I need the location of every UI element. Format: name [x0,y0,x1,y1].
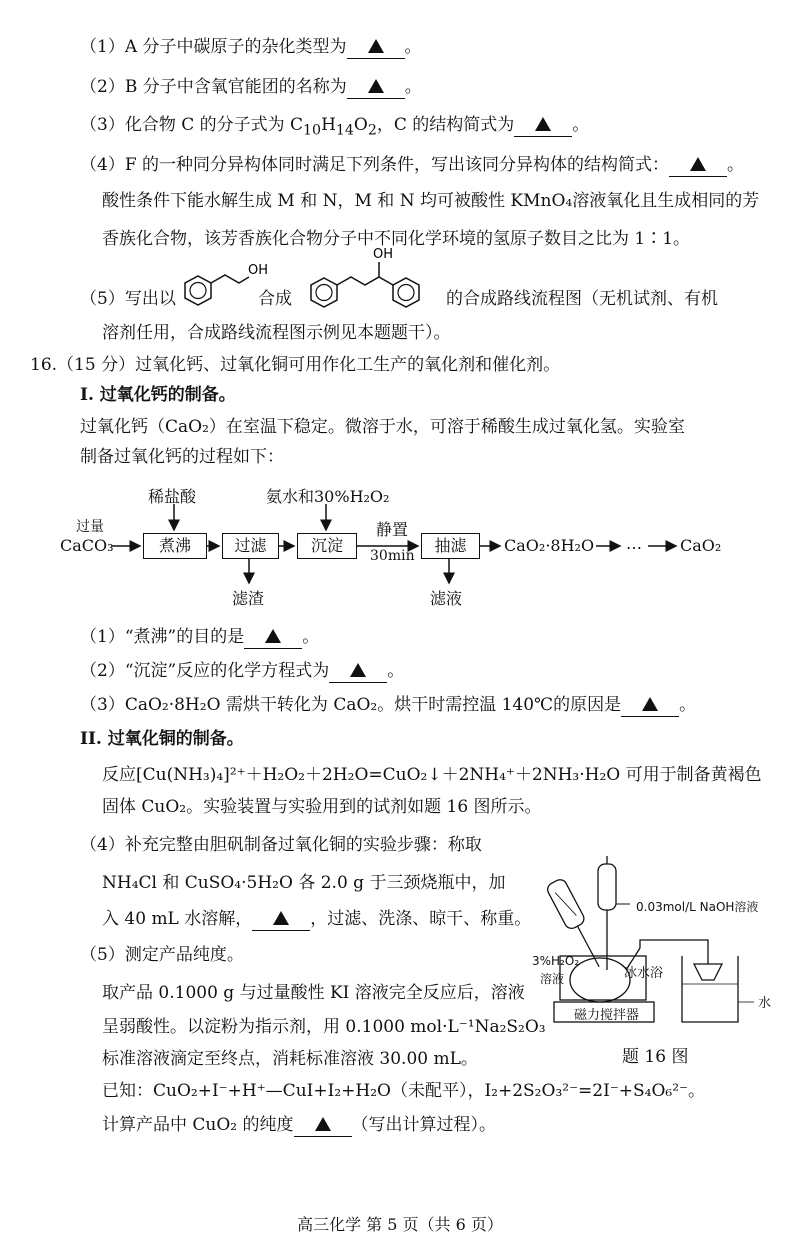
part2-title: II. 过氧化铜的制备。 [80,729,244,749]
reagent-ammonia-h2o2: 氨水和30%H₂O₂ [266,487,390,506]
condition-time: 30min [370,548,415,564]
q16-header: 16.（15 分）过氧化钙、过氧化铜可用作化工生产的氧化剂和催化剂。 [30,355,561,375]
step-boiling: 煮沸 [143,533,207,559]
q15-3: （3）化合物 C 的分子式为 $C_{10}H_{14}O_2$，C 的结构简式为 。 [80,115,590,139]
water-label: 水 [758,996,772,1011]
q16-4-line2: NH₄Cl 和 CuSO₄·5H₂O 各 2.0 g 于三颈烧瓶中，加 [102,873,506,893]
waste-residue: 滤渣 [232,589,265,608]
q15-5-line2: 溶剂任用，合成路线流程图示例见本题题干）。 [102,323,451,343]
page-footer: 高三化学 第 5 页（共 6 页） [297,1215,503,1234]
triangle-icon [350,663,366,677]
q15-1: （1）A 分子中碳原子的杂化类型为 。 [80,37,422,57]
condition-standing: 静置 [376,520,409,539]
ice-bath-label: 冰水浴 [624,966,664,981]
q16-5-calc: 计算产品中 CuO₂ 的纯度 （写出计算过程）。 [102,1115,497,1135]
q16-4-line3: 入 40 mL 水溶解， ，过滤、洗涤、晾干、称重。 [102,909,532,929]
triangle-icon [273,911,289,925]
part1-intro-2: 制备过氧化钙的过程如下： [80,447,284,467]
part2-reaction-1: 反应[Cu(NH₃)₄]²⁺＋H₂O₂＋2H₂O=CuO₂↓＋2NH₄⁺＋2NH₃·H₂O 可用于制备黄褐色 [102,765,762,785]
q16-5-line2: 呈弱酸性。以淀粉为指示剂，用 0.1000 mol·L⁻¹Na₂S₂O₃ [102,1017,546,1037]
stirrer-label: 磁力搅拌器 [574,1008,640,1023]
answer-blank[interactable] [252,908,310,931]
part1-intro-1: 过氧化钙（CaO₂）在室温下稳定。微溶于水，可溶于稀酸生成过氧化氢。实验室 [80,417,685,437]
part2-reaction-2: 固体 CuO₂。实验装置与实验用到的试剂如题 16 图所示。 [102,797,542,817]
triangle-icon [265,629,281,643]
figure-caption: 题 16 图 [622,1047,689,1067]
answer-blank[interactable] [329,660,387,683]
hydroxyl-label: OH [373,247,394,262]
q16-5-title: （5）测定产品纯度。 [80,945,244,965]
q16-1: （1）“煮沸”的目的是 。 [80,627,320,647]
excess-label: 过量 [76,519,104,535]
q16-2: （2）“沉淀”反应的化学方程式为 。 [80,661,405,681]
q15-4: （4）F 的一种同分异构体同时满足下列条件，写出该同分异构体的结构简式： 。 [80,155,745,175]
h2o2-label-2: 溶液 [540,972,565,986]
q15-2: （2）B 分子中含氧官能团的名称为 。 [80,77,422,97]
product-cao2: CaO₂ [680,536,722,555]
q15-5-pre: （5）写出以 [80,289,176,309]
answer-blank[interactable] [294,1114,352,1137]
start-material: CaCO₃ [60,536,114,555]
step-filtration: 过滤 [222,533,279,559]
triangle-icon [315,1117,331,1131]
triangle-icon [642,697,658,711]
reagent-hcl: 稀盐酸 [148,487,197,506]
waste-filtrate: 滤液 [430,589,463,608]
answer-blank[interactable] [621,694,679,717]
step-suction-filtration: 抽滤 [421,533,480,559]
product-octahydrate: CaO₂·8H₂O [504,536,595,555]
ellipsis: … [626,534,642,553]
step-precipitation: 沉淀 [297,533,357,559]
q15-5-post: 的合成路线流程图（无机试剂、有机 [446,289,718,309]
q15-4-condition-1: 酸性条件下能水解生成 M 和 N，M 和 N 均可被酸性 KMnO₄溶液氧化且生成相同的芳 [102,191,760,211]
naoh-label: 0.03mol/L NaOH溶液 [636,900,759,914]
q15-5-mid: 合成 [258,289,292,309]
q16-5-known: 已知：CuO₂+I⁻+H⁺—CuI+I₂+H₂O（未配平），I₂+2S₂O₃²⁻=2I⁻+S₄O₆²⁻。 [102,1081,706,1101]
h2o2-label-1: 3%H₂O₂ [532,954,580,968]
q16-3: （3）CaO₂·8H₂O 需烘干转化为 CaO₂。烘干时需控温 140℃的原因是 。 [80,695,697,715]
part1-title: I. 过氧化钙的制备。 [80,385,236,405]
apparatus-figure [530,852,790,1052]
hydroxyl-label: OH [248,263,269,278]
flow-arrows [0,0,800,620]
answer-blank[interactable] [244,626,302,649]
q16-5-line1: 取产品 0.1000 g 与过量酸性 KI 溶液完全反应后，溶液 [102,983,525,1003]
q15-4-condition-2: 香族化合物，该芳香族化合物分子中不同化学环境的氢原子数目之比为 1∶1。 [102,229,691,249]
q16-4-line1: （4）补充完整由胆矾制备过氧化铜的实验步骤：称取 [80,835,482,855]
q16-5-line3: 标准溶液滴定至终点，消耗标准溶液 30.00 mL。 [102,1049,478,1069]
